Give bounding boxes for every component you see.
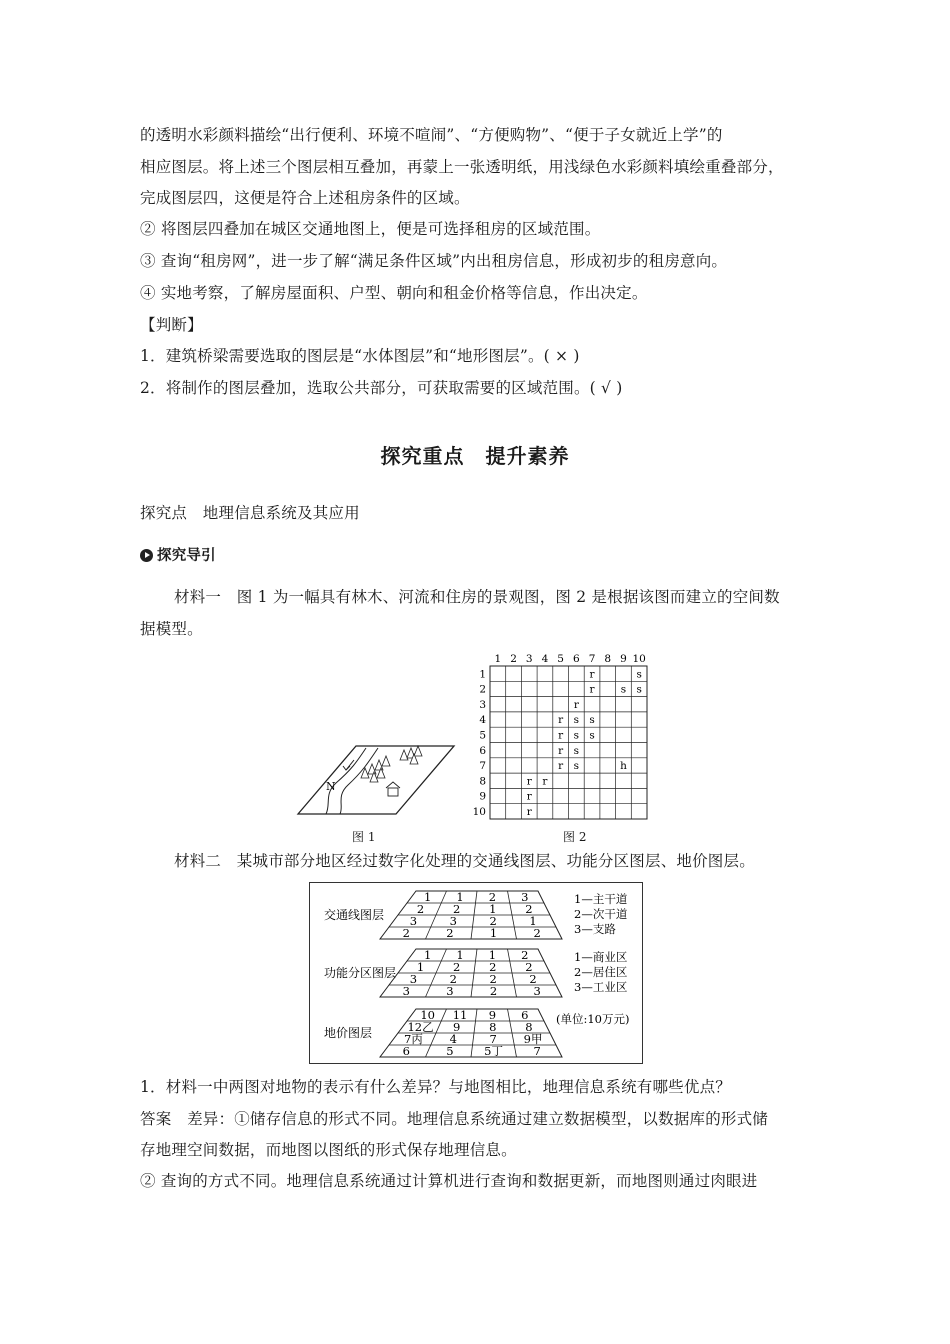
layer-cell-value: 2 bbox=[446, 926, 454, 940]
judge-item: 2．将制作的图层叠加，选取公共部分，可获取需要的区域范围。( √ ) bbox=[140, 379, 623, 397]
grid-cell-value: r bbox=[558, 760, 564, 773]
layers-diagram bbox=[309, 882, 643, 1064]
play-circle-icon bbox=[140, 549, 153, 562]
subsection-title: 探究点 地理信息系统及其应用 bbox=[140, 504, 360, 522]
text-line: ④ 实地考察，了解房屋面积、户型、朝向和租金价格等信息，作出决定。 bbox=[140, 284, 648, 302]
grid-col-label: 9 bbox=[620, 653, 627, 665]
layer-cell-value: 3 bbox=[533, 984, 541, 998]
material1-line: 据模型。 bbox=[140, 620, 203, 638]
layer-cell-value: 9甲 bbox=[523, 1032, 543, 1046]
grid-cell-value: s bbox=[573, 760, 580, 773]
material2-line: 材料二 某城市部分地区经过数字化处理的交通线图层、功能分区图层、地价图层。 bbox=[174, 852, 755, 870]
text-line: ② 将图层四叠加在城区交通地图上，便是可选择租房的区域范围。 bbox=[140, 220, 601, 238]
grid-cell-value: r bbox=[526, 806, 532, 818]
layer-cell-value: 2 bbox=[521, 948, 529, 962]
house-icon bbox=[388, 788, 398, 796]
layer-name: 功能分区图层 bbox=[324, 966, 397, 980]
grid-row-label: 2 bbox=[479, 683, 486, 696]
layer-cell-value: 12乙 bbox=[407, 1020, 434, 1034]
grid-cell-value: s bbox=[636, 683, 642, 696]
judge-item: 1．建筑桥梁需要选取的图层是“水体图层”和“地形图层”。( × ) bbox=[140, 347, 580, 365]
grid-cell-value: r bbox=[589, 668, 595, 681]
material1-line: 材料一 图 1 为一幅具有林木、河流和住房的景观图，图 2 是根据该图而建立的空间数 bbox=[174, 588, 780, 606]
grid-col-label: 1 bbox=[494, 653, 502, 665]
grid-row-label: 10 bbox=[472, 806, 486, 818]
grid-col-label: 5 bbox=[557, 653, 564, 665]
layer-cell-value: 3 bbox=[409, 972, 418, 986]
layer-cell-value: 2 bbox=[529, 972, 537, 986]
text-line: 相应图层。将上述三个图层相互叠加，再蒙上一张透明纸，用浅绿色水彩颜料填绘重叠部分， bbox=[140, 158, 784, 176]
section-title: 探究重点 提升素养 bbox=[380, 444, 570, 468]
layer-group bbox=[324, 1008, 629, 1058]
grid-col-label: 6 bbox=[573, 653, 580, 665]
grid-row-label: 6 bbox=[479, 744, 486, 757]
layer-group bbox=[324, 890, 628, 940]
grid-cell-value: r bbox=[558, 714, 564, 727]
layer-cell-value: 1 bbox=[529, 914, 537, 928]
layer-cell-value: 8 bbox=[489, 1020, 497, 1034]
grid-row-label: 9 bbox=[479, 790, 486, 803]
layer-cell-value: 3 bbox=[446, 984, 454, 998]
layer-cell-value: 1 bbox=[416, 960, 425, 974]
grid-row-label: 5 bbox=[479, 729, 486, 742]
layer-cell-value: 9 bbox=[453, 1020, 461, 1034]
layer-cell-value: 7 bbox=[489, 1032, 497, 1046]
grid-cell-value: r bbox=[558, 729, 564, 742]
grid-cell-value: s bbox=[573, 714, 580, 727]
grid-row-label: 1 bbox=[479, 668, 486, 681]
question: 1．材料一中两图对地物的表示有什么差异？与地图相比，地理信息系统有哪些优点？ bbox=[140, 1078, 731, 1096]
layer-cell-value: 2 bbox=[449, 972, 457, 986]
grid-col-label: 4 bbox=[541, 653, 549, 665]
layer-cell-value: 3 bbox=[402, 984, 410, 998]
answer-line: 存地理空间数据，而地图以图纸的形式保存地理信息。 bbox=[140, 1141, 517, 1159]
grid-row-label: 7 bbox=[479, 760, 486, 773]
grid-row-label: 3 bbox=[479, 698, 486, 711]
grid-cell-value: r bbox=[526, 790, 532, 803]
layer-legend: (单位:10万元) bbox=[556, 1012, 630, 1026]
layer-cell-value: 1 bbox=[489, 926, 498, 940]
grid-col-label: 7 bbox=[588, 653, 596, 665]
text-line: ③ 查询“租房网”，进一步了解“满足条件区域”内出租房信息，形成初步的租房意向。 bbox=[140, 252, 728, 270]
judge-heading: 【判断】 bbox=[140, 316, 203, 334]
layer-cell-value: 1 bbox=[456, 948, 464, 962]
layer-cell-value: 2 bbox=[453, 902, 461, 916]
layer-cell-value: 1 bbox=[424, 948, 432, 962]
grid-cell-value: s bbox=[620, 683, 627, 696]
layer-cell-value: 6 bbox=[402, 1044, 410, 1058]
layer-cell-value: 9 bbox=[488, 1008, 497, 1022]
answer-line: ② 查询的方式不同。地理信息系统通过计算机进行查询和数据更新，而地图则通过肉眼进 bbox=[140, 1172, 758, 1190]
grid-col-label: 2 bbox=[510, 653, 517, 665]
layer-legend: 3—支路 bbox=[574, 922, 616, 936]
layer-cell-value: 7 bbox=[533, 1044, 541, 1058]
layer-cell-value: 2 bbox=[416, 902, 425, 916]
grid-cell-value: s bbox=[589, 729, 595, 742]
layer-legend: 2—次干道 bbox=[574, 907, 628, 921]
fig2-caption: 图 2 bbox=[563, 830, 587, 844]
layer-cell-value: 1 bbox=[489, 902, 497, 916]
grid-cell-value: h bbox=[620, 760, 627, 773]
layer-cell-value: 5 bbox=[446, 1044, 454, 1058]
layer-cell-value: 2 bbox=[402, 926, 410, 940]
layer-cell-value: 3 bbox=[409, 914, 418, 928]
layer-cell-value: 3 bbox=[449, 914, 457, 928]
north-label: N bbox=[326, 780, 336, 793]
layer-cell-value: 2 bbox=[525, 960, 533, 974]
layer-legend: 3—工业区 bbox=[574, 980, 628, 994]
layers-svg bbox=[310, 883, 642, 1063]
grid-col-label: 3 bbox=[525, 653, 533, 665]
layer-cell-value: 3 bbox=[521, 890, 529, 904]
layer-cell-value: 11 bbox=[452, 1008, 468, 1022]
text-line: 的透明水彩颜料描绘“出行便利、环境不喧闹”、“方便购物”、“便于子女就近上学”的 bbox=[140, 126, 723, 144]
layer-cell-value: 1 bbox=[488, 948, 497, 962]
grid-figure bbox=[470, 650, 655, 822]
grid-col-label: 10 bbox=[632, 653, 646, 665]
guide-label: 探究导引 bbox=[157, 548, 216, 564]
layer-cell-value: 6 bbox=[521, 1008, 529, 1022]
text-line: 完成图层四，这便是符合上述租房条件的区域。 bbox=[140, 189, 470, 207]
grid-cell-value: r bbox=[589, 683, 595, 696]
layer-cell-value: 1 bbox=[456, 890, 464, 904]
layer-cell-value: 2 bbox=[533, 926, 541, 940]
layer-cell-value: 2 bbox=[488, 890, 497, 904]
layer-legend: 1—主干道 bbox=[574, 892, 628, 906]
layer-name: 地价图层 bbox=[324, 1026, 373, 1040]
fig1-caption: 图 1 bbox=[352, 830, 376, 844]
layer-name: 交通线图层 bbox=[324, 908, 385, 922]
grid-cell-value: r bbox=[573, 698, 579, 711]
grid-cell-value: r bbox=[526, 775, 532, 788]
layer-cell-value: 5丁 bbox=[484, 1044, 503, 1058]
grid-cell-value: r bbox=[542, 775, 548, 788]
layer-cell-value: 2 bbox=[525, 902, 533, 916]
layer-cell-value: 8 bbox=[525, 1020, 533, 1034]
layer-cell-value: 4 bbox=[449, 1032, 457, 1046]
grid-col-label: 8 bbox=[604, 653, 612, 665]
layer-cell-value: 10 bbox=[420, 1008, 436, 1022]
layer-cell-value: 1 bbox=[424, 890, 432, 904]
guide-heading bbox=[140, 545, 216, 567]
grid-cell-value: r bbox=[558, 744, 564, 757]
grid-cell-value: s bbox=[573, 729, 580, 742]
layer-legend: 1—商业区 bbox=[574, 950, 628, 964]
answer-line: 答案 差异：①储存信息的形式不同。地理信息系统通过建立数据模型，以数据库的形式储 bbox=[140, 1110, 769, 1128]
layer-cell-value: 2 bbox=[489, 914, 497, 928]
layer-cell-value: 2 bbox=[453, 960, 461, 974]
landscape-figure bbox=[296, 738, 456, 820]
layer-cell-value: 7丙 bbox=[404, 1032, 423, 1046]
grid-row-label: 8 bbox=[479, 775, 486, 788]
layer-group bbox=[324, 948, 627, 998]
grid-cell-value: s bbox=[636, 668, 642, 681]
layer-cell-value: 2 bbox=[489, 960, 497, 974]
layer-cell-value: 2 bbox=[489, 984, 498, 998]
layer-cell-value: 2 bbox=[489, 972, 497, 986]
grid-cell-value: s bbox=[573, 744, 580, 757]
layer-legend: 2—居住区 bbox=[574, 965, 628, 979]
grid-row-label: 4 bbox=[479, 714, 486, 727]
grid-cell-value: s bbox=[589, 714, 595, 727]
